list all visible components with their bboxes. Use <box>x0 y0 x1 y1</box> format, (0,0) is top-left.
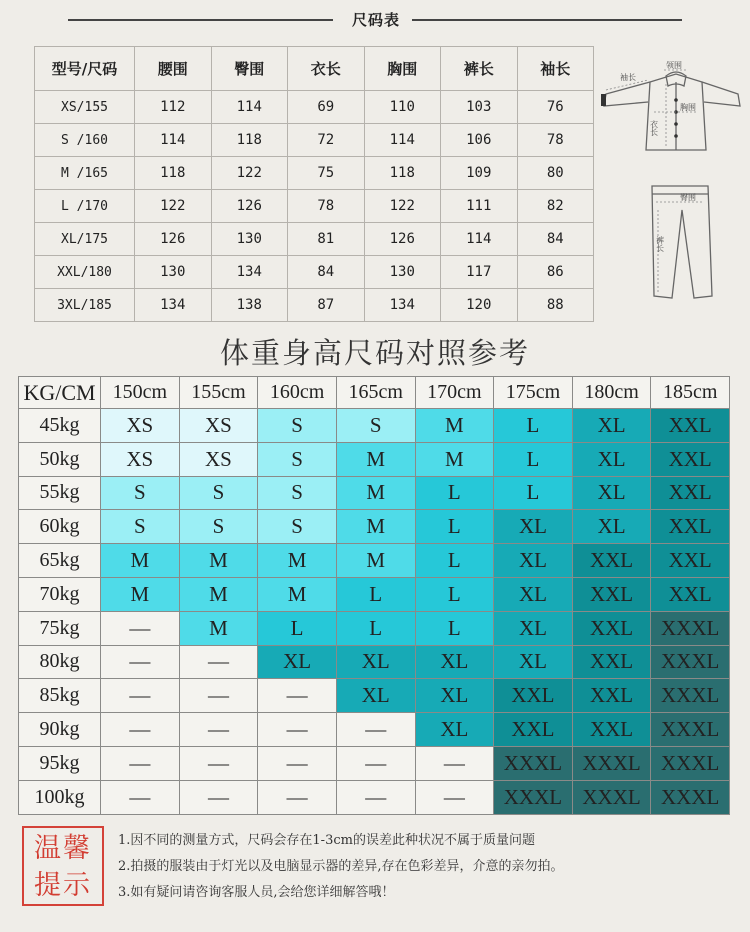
size-chart-title: 体重身高尺码对照参考 <box>219 336 530 370</box>
size-recommendation-cell: L <box>415 611 494 645</box>
size-recommendation-cell: — <box>336 780 415 814</box>
size-recommendation-cell: XL <box>572 476 651 510</box>
size-model-cell: XXL/180 <box>35 256 135 289</box>
weight-label: 100kg <box>19 780 101 814</box>
size-value-cell: 112 <box>135 91 212 124</box>
size-recommendation-cell: XXXL <box>572 780 651 814</box>
size-value-cell: 109 <box>441 157 518 190</box>
size-recommendation-cell: XXL <box>572 713 651 747</box>
size-recommendation-cell: XXL <box>651 442 730 476</box>
chart-header-row <box>19 377 730 409</box>
height-header: 160cm <box>258 377 337 409</box>
size-value-cell: 120 <box>441 289 518 322</box>
size-recommendation-cell: L <box>494 476 573 510</box>
note-item: 2.拍摄的服装由于灯光以及电脑显示器的差异,存在色彩差异，介意的亲勿拍。 <box>118 859 564 874</box>
size-value-cell: 88 <box>517 289 594 322</box>
weight-label: 65kg <box>19 544 101 578</box>
size-recommendation-cell: L <box>415 476 494 510</box>
size-recommendation-cell: M <box>101 544 180 578</box>
size-model-cell: XL/175 <box>35 223 135 256</box>
size-recommendation-cell: XXL <box>572 544 651 578</box>
size-value-cell: 126 <box>364 223 441 256</box>
size-value-cell: 134 <box>135 289 212 322</box>
size-recommendation-cell: XXXL <box>651 679 730 713</box>
size-recommendation-cell: XXL <box>651 476 730 510</box>
size-table-row <box>35 124 594 157</box>
size-recommendation-cell: XL <box>258 645 337 679</box>
size-recommendation-cell: — <box>179 713 258 747</box>
size-recommendation-cell: S <box>258 510 337 544</box>
header-divider-left <box>68 19 333 21</box>
size-header-cell: 型号/尺码 <box>35 47 135 91</box>
size-header-cell: 袖长 <box>517 47 594 91</box>
size-recommendation-cell: S <box>258 409 337 443</box>
size-value-cell: 134 <box>364 289 441 322</box>
size-model-cell: S /160 <box>35 124 135 157</box>
size-recommendation-cell: M <box>179 577 258 611</box>
height-header: 180cm <box>572 377 651 409</box>
size-model-cell: M /165 <box>35 157 135 190</box>
size-value-cell: 78 <box>517 124 594 157</box>
size-model-cell: 3XL/185 <box>35 289 135 322</box>
weight-label: 95kg <box>19 746 101 780</box>
size-recommendation-cell: XXXL <box>651 611 730 645</box>
size-recommendation-cell: XXXL <box>572 746 651 780</box>
size-value-cell: 118 <box>364 157 441 190</box>
size-recommendation-cell: — <box>415 780 494 814</box>
stamp-line: 温馨 <box>34 833 92 864</box>
size-recommendation-cell: XXXL <box>651 780 730 814</box>
size-recommendation-cell: M <box>258 544 337 578</box>
reminder-stamp <box>22 826 104 906</box>
size-recommendation-cell: L <box>494 442 573 476</box>
size-recommendation-cell: M <box>101 577 180 611</box>
size-recommendation-cell: XS <box>101 442 180 476</box>
hip-label: 臀围 <box>680 193 696 202</box>
height-header: 175cm <box>494 377 573 409</box>
size-value-cell: 126 <box>135 223 212 256</box>
size-recommendation-cell: M <box>415 409 494 443</box>
page-header <box>0 0 750 40</box>
size-header-cell: 胸围 <box>364 47 441 91</box>
size-recommendation-cell: — <box>101 679 180 713</box>
size-recommendation-cell: — <box>336 746 415 780</box>
size-recommendation-cell: XS <box>179 409 258 443</box>
size-value-cell: 110 <box>364 91 441 124</box>
size-value-cell: 103 <box>441 91 518 124</box>
chart-row <box>19 645 730 679</box>
garment-diagram <box>598 60 743 310</box>
size-recommendation-cell: XL <box>494 645 573 679</box>
collar-label: 领围 <box>666 61 682 70</box>
size-recommendation-cell: XL <box>415 713 494 747</box>
left-sleeve <box>604 82 650 106</box>
size-recommendation-cell: XL <box>494 544 573 578</box>
weight-label: 90kg <box>19 713 101 747</box>
size-recommendation-cell: M <box>179 611 258 645</box>
size-recommendation-cell: — <box>101 611 180 645</box>
size-recommendation-cell: XL <box>336 679 415 713</box>
size-value-cell: 72 <box>288 124 365 157</box>
stamp-line: 提示 <box>34 870 92 901</box>
size-value-cell: 84 <box>517 223 594 256</box>
size-recommendation-cell: XL <box>415 679 494 713</box>
size-value-cell: 114 <box>441 223 518 256</box>
size-value-cell: 130 <box>211 223 288 256</box>
chart-row <box>19 510 730 544</box>
pants-length-label: 裤长 <box>655 236 665 252</box>
height-header: 150cm <box>101 377 180 409</box>
size-recommendation-cell: XL <box>572 442 651 476</box>
size-recommendation-cell: XXL <box>572 645 651 679</box>
size-value-cell: 69 <box>288 91 365 124</box>
chart-row <box>19 577 730 611</box>
size-recommendation-cell: — <box>179 645 258 679</box>
size-recommendation-cell: — <box>258 679 337 713</box>
size-recommendation-cell: S <box>258 442 337 476</box>
size-value-cell: 118 <box>211 124 288 157</box>
weight-label: 45kg <box>19 409 101 443</box>
weight-label: 70kg <box>19 577 101 611</box>
size-table-row <box>35 256 594 289</box>
size-recommendation-cell: XXL <box>572 679 651 713</box>
note-item: 3.如有疑问请咨询客服人员,会给您详细解答哦！ <box>118 885 395 900</box>
weight-label: 75kg <box>19 611 101 645</box>
size-recommendation-cell: L <box>415 577 494 611</box>
size-value-cell: 122 <box>364 190 441 223</box>
size-recommendation-cell: XL <box>494 510 573 544</box>
size-recommendation-cell: XL <box>494 611 573 645</box>
height-header: 170cm <box>415 377 494 409</box>
size-recommendation-cell: XXL <box>572 611 651 645</box>
size-recommendation-cell: — <box>336 713 415 747</box>
page-title: 尺码表 <box>351 11 400 29</box>
size-value-cell: 114 <box>364 124 441 157</box>
size-recommendation-cell: XS <box>101 409 180 443</box>
weight-label: 85kg <box>19 679 101 713</box>
size-recommendation-cell: XXL <box>651 510 730 544</box>
size-value-cell: 117 <box>441 256 518 289</box>
size-recommendation-cell: M <box>336 476 415 510</box>
size-model-cell: L /170 <box>35 190 135 223</box>
size-table-header-row <box>35 47 594 91</box>
chart-row <box>19 611 730 645</box>
size-recommendation-cell: XL <box>572 510 651 544</box>
size-value-cell: 86 <box>517 256 594 289</box>
size-recommendation-cell: — <box>258 780 337 814</box>
size-recommendation-cell: M <box>336 442 415 476</box>
size-model-cell: XS/155 <box>35 91 135 124</box>
size-value-cell: 84 <box>288 256 365 289</box>
size-header-cell: 衣长 <box>288 47 365 91</box>
size-recommendation-cell: XS <box>179 442 258 476</box>
note-item: 1.因不同的测量方式，尺码会存在1-3cm的误差此种状况不属于质量问题 <box>118 833 535 848</box>
weight-label: 55kg <box>19 476 101 510</box>
size-recommendation-cell: S <box>179 476 258 510</box>
size-value-cell: 114 <box>211 91 288 124</box>
size-value-cell: 75 <box>288 157 365 190</box>
size-header-cell: 裤长 <box>441 47 518 91</box>
chest-label: 胸围 <box>680 103 696 112</box>
size-recommendation-cell: XXXL <box>494 746 573 780</box>
size-recommendation-cell: L <box>258 611 337 645</box>
size-value-cell: 122 <box>211 157 288 190</box>
size-recommendation-cell: S <box>101 510 180 544</box>
chart-row <box>19 679 730 713</box>
size-recommendation-cell: M <box>258 577 337 611</box>
size-recommendation-cell: XXL <box>651 544 730 578</box>
chart-row <box>19 476 730 510</box>
size-value-cell: 76 <box>517 91 594 124</box>
size-value-cell: 106 <box>441 124 518 157</box>
size-recommendation-cell: M <box>336 544 415 578</box>
size-recommendation-cell: XXL <box>494 679 573 713</box>
size-header-cell: 臀围 <box>211 47 288 91</box>
chart-row <box>19 713 730 747</box>
header-divider-right <box>412 19 682 21</box>
size-recommendation-cell: — <box>415 746 494 780</box>
size-value-cell: 138 <box>211 289 288 322</box>
size-recommendation-cell: — <box>258 713 337 747</box>
height-header: 165cm <box>336 377 415 409</box>
size-recommendation-cell: — <box>101 746 180 780</box>
size-recommendation-cell: — <box>101 780 180 814</box>
size-value-cell: 134 <box>211 256 288 289</box>
size-recommendation-cell: S <box>179 510 258 544</box>
size-recommendation-cell: — <box>179 746 258 780</box>
size-recommendation-cell: L <box>336 611 415 645</box>
size-value-cell: 122 <box>135 190 212 223</box>
size-recommendation-cell: L <box>415 510 494 544</box>
size-value-cell: 118 <box>135 157 212 190</box>
size-recommendation-cell: S <box>101 476 180 510</box>
chart-row <box>19 746 730 780</box>
size-recommendation-cell: XXXL <box>651 713 730 747</box>
size-recommendation-cell: L <box>415 544 494 578</box>
size-value-cell: 80 <box>517 157 594 190</box>
size-recommendation-cell: XL <box>572 409 651 443</box>
size-table-row <box>35 157 594 190</box>
chart-row <box>19 544 730 578</box>
size-recommendation-cell: XXL <box>651 409 730 443</box>
size-recommendation-cell: XXXL <box>651 746 730 780</box>
size-recommendation-cell: L <box>494 409 573 443</box>
size-recommendation-cell: — <box>258 746 337 780</box>
weight-label: 80kg <box>19 645 101 679</box>
height-header: 155cm <box>179 377 258 409</box>
sleeve-label: 袖长 <box>620 73 636 82</box>
size-table-row <box>35 190 594 223</box>
size-value-cell: 111 <box>441 190 518 223</box>
size-recommendation-cell: — <box>179 679 258 713</box>
notes-list <box>118 828 743 906</box>
size-recommendation-cell: XXL <box>494 713 573 747</box>
size-recommendation-cell: — <box>101 645 180 679</box>
chart-row <box>19 409 730 443</box>
height-header: 185cm <box>651 377 730 409</box>
weight-label: 50kg <box>19 442 101 476</box>
size-recommendation-cell: XXL <box>651 577 730 611</box>
size-table-row <box>35 91 594 124</box>
size-table-row <box>35 223 594 256</box>
size-recommendation-cell: XL <box>415 645 494 679</box>
size-recommendation-cell: XL <box>336 645 415 679</box>
size-recommendation-cell: XL <box>494 577 573 611</box>
weight-height-chart <box>18 376 730 815</box>
size-value-cell: 126 <box>211 190 288 223</box>
size-value-cell: 81 <box>288 223 365 256</box>
size-value-cell: 87 <box>288 289 365 322</box>
size-recommendation-cell: XXL <box>572 577 651 611</box>
size-recommendation-cell: M <box>415 442 494 476</box>
chart-corner-label: KG/CM <box>19 377 101 409</box>
chart-row <box>19 442 730 476</box>
size-recommendation-cell: — <box>101 713 180 747</box>
jacket-length-label: 衣长 <box>649 120 659 136</box>
size-recommendation-cell: M <box>179 544 258 578</box>
size-header-cell: 腰围 <box>135 47 212 91</box>
size-recommendation-cell: M <box>336 510 415 544</box>
size-table <box>34 46 594 322</box>
chart-row <box>19 780 730 814</box>
size-value-cell: 114 <box>135 124 212 157</box>
size-recommendation-cell: S <box>258 476 337 510</box>
size-recommendation-cell: L <box>336 577 415 611</box>
right-sleeve <box>702 82 740 106</box>
size-value-cell: 82 <box>517 190 594 223</box>
size-recommendation-cell: XXXL <box>651 645 730 679</box>
weight-label: 60kg <box>19 510 101 544</box>
size-value-cell: 130 <box>364 256 441 289</box>
size-recommendation-cell: — <box>179 780 258 814</box>
size-recommendation-cell: XXXL <box>494 780 573 814</box>
size-recommendation-cell: S <box>336 409 415 443</box>
size-value-cell: 78 <box>288 190 365 223</box>
size-table-row <box>35 289 594 322</box>
size-value-cell: 130 <box>135 256 212 289</box>
